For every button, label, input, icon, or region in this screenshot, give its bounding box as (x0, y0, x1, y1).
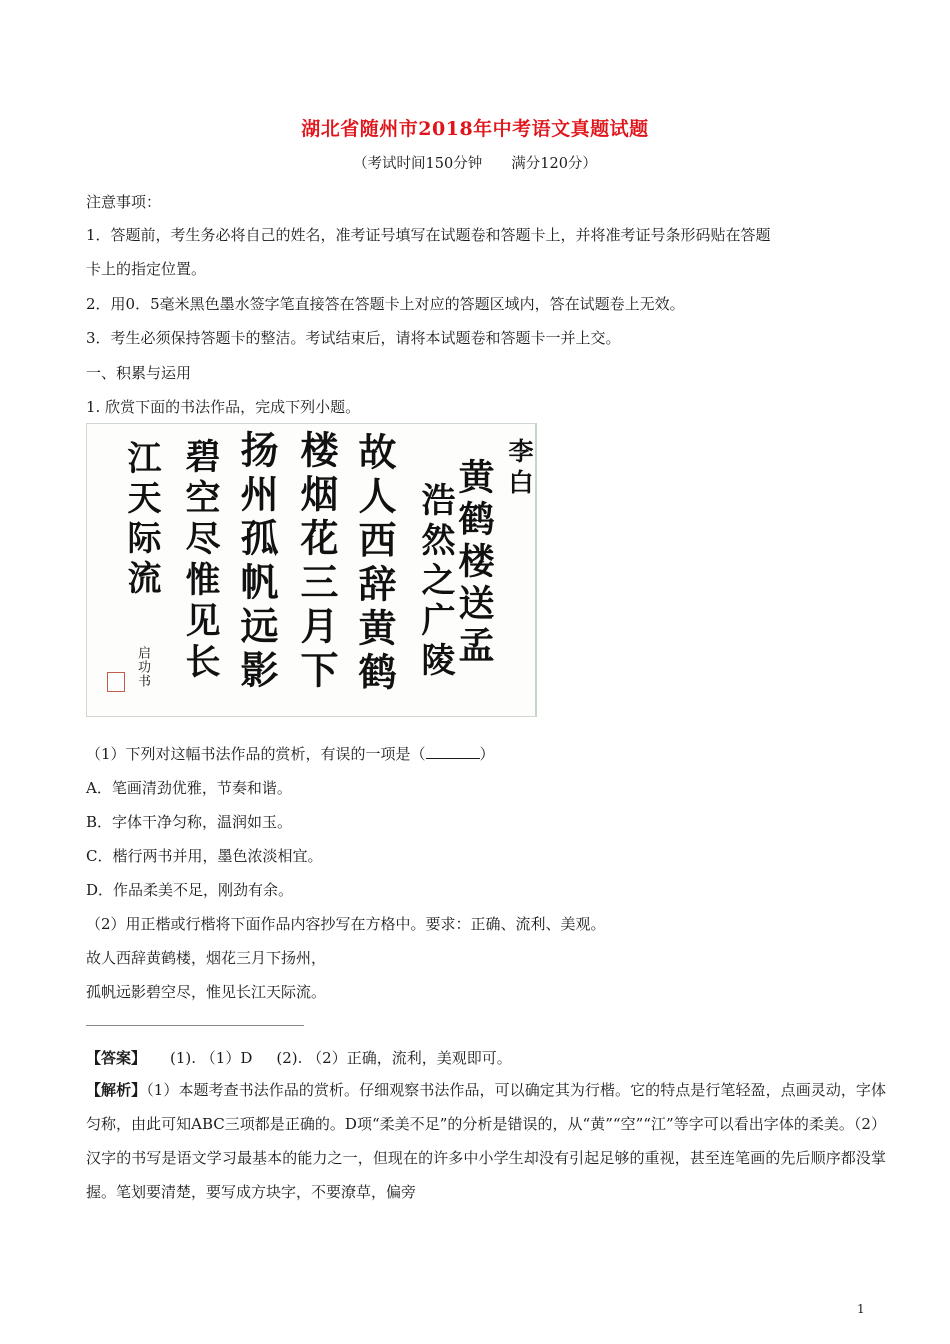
calligraphy-column: 碧空尽惟见长 (180, 438, 221, 684)
calligraphy-column: 黄鹤楼送孟 (453, 458, 495, 668)
exam-info: （考试时间150分钟 满分120分） (353, 156, 597, 172)
answer-blank (426, 744, 480, 759)
notice-item-3: 3．考生必须保持答题卡的整洁。考试结束后，请将本试题卷和答题卡一并上交。 (86, 329, 621, 347)
option-c: C．楷行两书并用，墨色浓淡相宜。 (86, 847, 323, 865)
sub-question-2: （2）用正楷或行楷将下面作品内容抄写在方格中。要求：正确、流利、美观。 (86, 915, 606, 933)
analysis-text: （1）本题考查书法作品的赏析。仔细观察书法作品，可以确定其为行楷。它的特点是行笔轻盈，点画灵动，字体匀称，由此可知ABC三项都是正确的。D项“柔美不足”的分析是错误的，从“黄”“空”“江”等字可以看出字体的柔美。（2）汉字的书写是语文学习最基本的能力之一，但现在的许多中小学生却没有引起足够的重视，甚至连笔画的先后顺序都没掌握。笔划要清楚，要写成方块字，不要潦草，偏旁 (86, 1081, 886, 1201)
red-seal-icon (107, 672, 125, 692)
answer-part-1: (1). （1）D (170, 1049, 253, 1067)
calligraphy-column: 李白 (505, 438, 534, 500)
divider (86, 1025, 304, 1026)
sub-question-1: （1）下列对这幅书法作品的赏析，有误的一项是（ ） (86, 745, 495, 763)
answer-label: 【答案】 (86, 1049, 147, 1067)
calligraphy-column: 江天际流 (121, 440, 161, 600)
option-b: B．字体干净匀称，温润如玉。 (86, 813, 293, 831)
calligraphy-image (86, 423, 537, 717)
question-1: 1. 欣赏下面的书法作品，完成下列小题。 (86, 398, 361, 416)
calligraphy-column: 楼烟花三月下 (294, 430, 339, 694)
notice-item-1: 1．答题前，考生务必将自己的姓名，准考证号填写在试题卷和答题卡上，并将准考证号条形码贴在答题 (86, 226, 771, 244)
calligraphy-column: 浩然之广陵 (415, 482, 455, 682)
analysis-label: 【解析】 (86, 1081, 147, 1099)
answer-part-2: (2). （2）正确，流利，美观即可。 (276, 1049, 512, 1067)
option-d: D．作品柔美不足，刚劲有余。 (86, 881, 294, 899)
notice-item-1-cont: 卡上的指定位置。 (86, 260, 207, 278)
notice-item-2: 2．用0．5毫米黑色墨水签字笔直接答在答题卡上对应的答题区域内，答在试题卷上无效。 (86, 295, 685, 313)
page-title: 湖北省随州市2018年中考语文真题试题 (301, 118, 649, 140)
poem-line-2: 孤帆远影碧空尽，惟见长江天际流。 (86, 983, 327, 1001)
poem-line-1: 故人西辞黄鹤楼，烟花三月下扬州， (86, 949, 327, 967)
calligraphy-signature: 启功书 (135, 646, 150, 688)
analysis-paragraph (86, 1073, 886, 1209)
notice-heading: 注意事项： (86, 193, 162, 211)
answer-line (86, 1047, 512, 1068)
calligraphy-column: 扬州孤帆远影 (234, 430, 279, 694)
option-a: A．笔画清劲优雅，节奏和谐。 (86, 779, 292, 797)
calligraphy-column: 故人西辞黄鹤 (352, 432, 397, 696)
page-number: 1 (857, 1302, 865, 1316)
section-heading: 一、积累与运用 (86, 364, 192, 382)
